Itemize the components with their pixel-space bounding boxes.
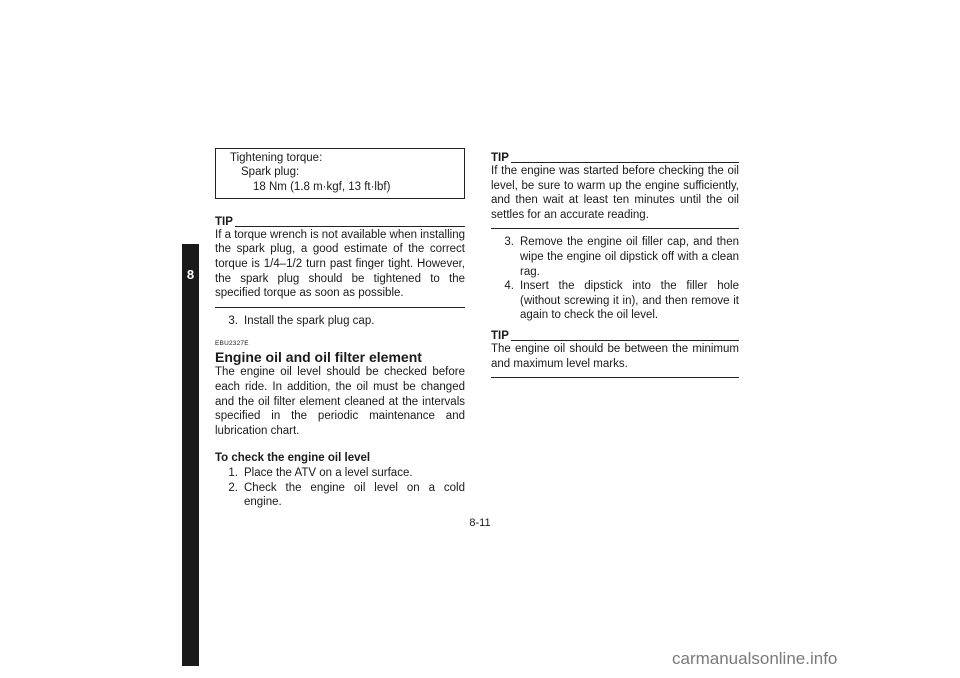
spec-line-2: Spark plug: [241, 166, 300, 179]
left-column [215, 148, 465, 510]
tip-divider [215, 307, 465, 308]
spec-line-1: Tightening torque: [230, 152, 323, 164]
step-text: Check the engine oil level on a cold engine. [244, 481, 465, 509]
subheading: To check the engine oil level [215, 452, 371, 465]
section-tab-number: 8 [186, 267, 195, 282]
tip-label: TIP [215, 215, 233, 228]
page-number: 8-11 [469, 517, 491, 529]
step-text: Remove the engine oil filler cap, and then wipe the engine oil dipstick off with a clean rag. [520, 236, 739, 278]
step-number: 1. [228, 467, 238, 480]
step-number: 3. [504, 236, 514, 249]
step-item [215, 481, 465, 510]
step-item [491, 279, 739, 323]
section-heading: Engine oil and oil filter element [215, 349, 422, 366]
step-item [491, 235, 739, 279]
tip-divider [491, 377, 739, 378]
tip-label: TIP [491, 152, 509, 164]
tip-text: If the engine was started before checking the oil level, be sure to warm up the engine sufficiently, and then wait at least ten minutes until the oil settles for an accurate reading. [491, 165, 739, 221]
tip-header [491, 330, 739, 342]
step-text: Install the spark plug cap. [244, 314, 375, 327]
step-item [215, 466, 465, 481]
tip-header [491, 152, 739, 164]
step-item [215, 314, 465, 329]
tip-header [215, 216, 465, 228]
spec-line-3: 18 Nm (1.8 m·kgf, 13 ft·lbf) [253, 180, 391, 193]
step-text: Place the ATV on a level surface. [244, 467, 413, 480]
right-column [491, 152, 739, 384]
tip-text: The engine oil should be between the minimum and maximum level marks. [491, 342, 739, 370]
tip-label: TIP [491, 329, 509, 342]
step-text: Insert the dipstick into the filler hole (without screwing it in), and then remove it again to check the oil level. [520, 280, 739, 322]
tip-divider [491, 228, 739, 229]
step-number: 2. [228, 481, 238, 494]
watermark-text: carmanualsonline.info [672, 649, 838, 668]
section-tab [182, 244, 199, 666]
tip-text: If a torque wrench is not available when installing the spark plug, a good estimate of the correct torque is 1/4–1/2 turn past finger tight. However, the spark plug should be tightened to the specified torque as soon as possible. [215, 228, 465, 300]
section-code: EBU2327E [215, 340, 249, 348]
step-number: 4. [504, 280, 514, 293]
intro-paragraph: The engine oil level should be checked before each ride. In addition, the oil must be changed and the oil filter element cleaned at the intervals specified in the periodic maintenance and lubrication chart. [215, 366, 465, 437]
torque-spec-box [215, 148, 465, 199]
step-number: 3. [228, 314, 238, 327]
